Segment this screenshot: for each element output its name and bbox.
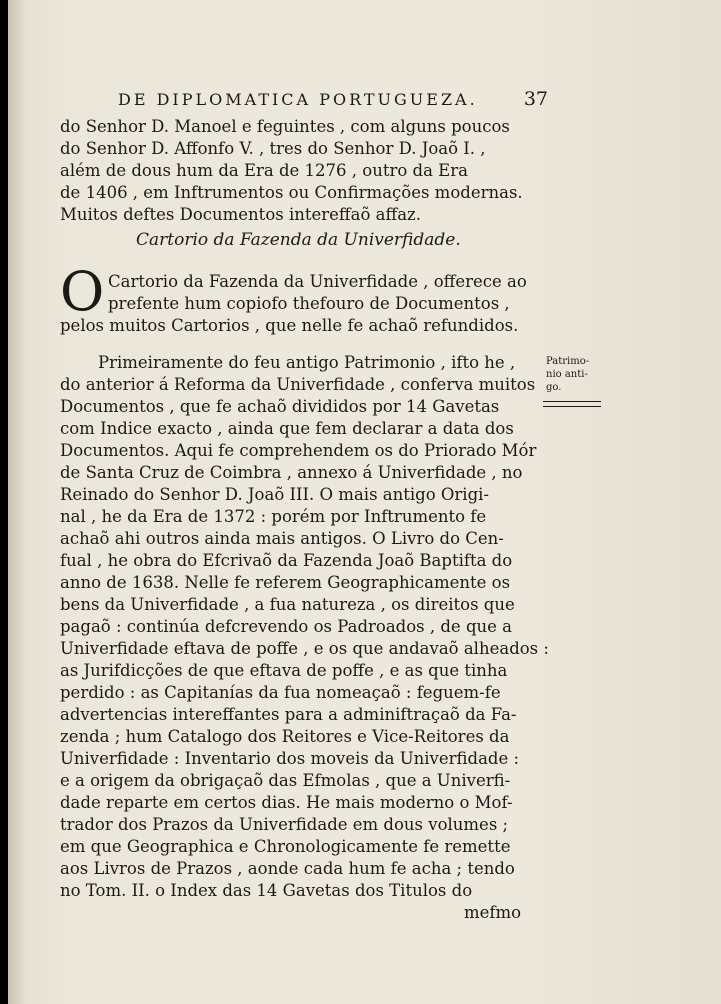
para2-line: no Tom. II. o Index das 14 Gavetas dos Titulos do [60, 881, 473, 900]
para2-line: Reinado do Senhor D. Joaõ III. O mais antigo Origi- [60, 485, 489, 504]
para2-line: em que Geographica e Chronologicamente fe remette [60, 837, 511, 856]
para2-line: com Indice exacto , ainda que fem declarar a data dos [60, 419, 514, 438]
para2-line: nal , he da Era de 1372 : porém por Inftrumento fe [60, 507, 487, 526]
para2-line: Univerfidade eftava de poffe , e os que andavaõ alheados : [60, 639, 549, 658]
para2-line: Primeiramente do feu antigo Patrimonio , ifto he , [98, 353, 516, 372]
para2-line: Documentos. Aqui fe comprehendem os do Priorado Mór [60, 441, 537, 460]
intro-line: Muitos deftes Documentos intereffaõ affaz. [60, 205, 421, 224]
para2-line: de Santa Cruz de Coimbra , annexo á Univerfidade , no [60, 463, 523, 482]
section-heading: Cartorio da Fazenda da Univerfidade. [136, 230, 461, 250]
para2-line: advertencias intereffantes para a adminiftraçaõ da Fa- [60, 705, 517, 724]
catchword: mefmo [464, 903, 522, 922]
para2-line: fual , he obra do Efcrivaõ da Fazenda Joaõ Baptifta do [60, 551, 513, 570]
para2-line: perdido : as Capitanías da fua nomeaçaõ : feguem-fe [60, 683, 501, 702]
para2-line: e a origem da obrigaçaõ das Efmolas , que a Univerfi- [60, 771, 511, 790]
margin-rule [543, 406, 601, 407]
para2-line: do anterior á Reforma da Univerfidade , conferva muitos [60, 375, 536, 394]
para1-line: pelos muitos Cartorios , que nelle fe achaõ refundidos. [60, 316, 519, 335]
para2-line: dade reparte em certos dias. He mais moderno o Mof- [60, 793, 513, 812]
margin-note-line: nio anti- [546, 369, 588, 380]
para1-line: Cartorio da Fazenda da Univerfidade , offerece ao [108, 272, 527, 291]
para2-line: Univerfidade : Inventario dos moveis da Univerfidade : [60, 749, 520, 768]
running-header [118, 90, 548, 114]
intro-line: de 1406 , em Inftrumentos ou Confirmações modernas. [60, 183, 523, 202]
intro-line: do Senhor D. Affonfo V. , tres do Senhor D. Joaõ I. , [60, 139, 486, 158]
para2-line: achaõ ahi outros ainda mais antigos. O Livro do Cen- [60, 529, 504, 548]
para2-line: trador dos Prazos da Univerfidade em dous volumes ; [60, 815, 509, 834]
para1-line: prefente hum copiofo thefouro de Documentos , [108, 294, 510, 313]
drop-cap: O [60, 260, 105, 323]
header-title: DE DIPLOMATICA PORTUGUEZA. [118, 90, 478, 109]
para2-line: bens da Univerfidade , a fua natureza , os direitos que [60, 595, 515, 614]
para2-line: aos Livros de Prazos , aonde cada hum fe acha ; tendo [60, 859, 515, 878]
margin-note-line: Patrimo- [546, 356, 590, 367]
margin-rule [543, 401, 601, 402]
page-number: 37 [523, 88, 548, 110]
para2-line: pagaõ : continúa defcrevendo os Padroados , de que a [60, 617, 512, 636]
para2-line: as Jurifdicções de que eftava de poffe , e as que tinha [60, 661, 508, 680]
intro-line: do Senhor D. Manoel e feguintes , com alguns poucos [60, 117, 510, 136]
book-page [8, 0, 721, 1004]
intro-line: além de dous hum da Era de 1276 , outro da Era [60, 161, 468, 180]
margin-note-line: go. [546, 382, 562, 393]
para2-line: zenda ; hum Catalogo dos Reitores e Vice-Reitores da [60, 727, 510, 746]
para2-line: anno de 1638. Nelle fe referem Geographicamente os [60, 573, 511, 592]
para2-line: Documentos , que fe achaõ divididos por 14 Gavetas [60, 397, 500, 416]
